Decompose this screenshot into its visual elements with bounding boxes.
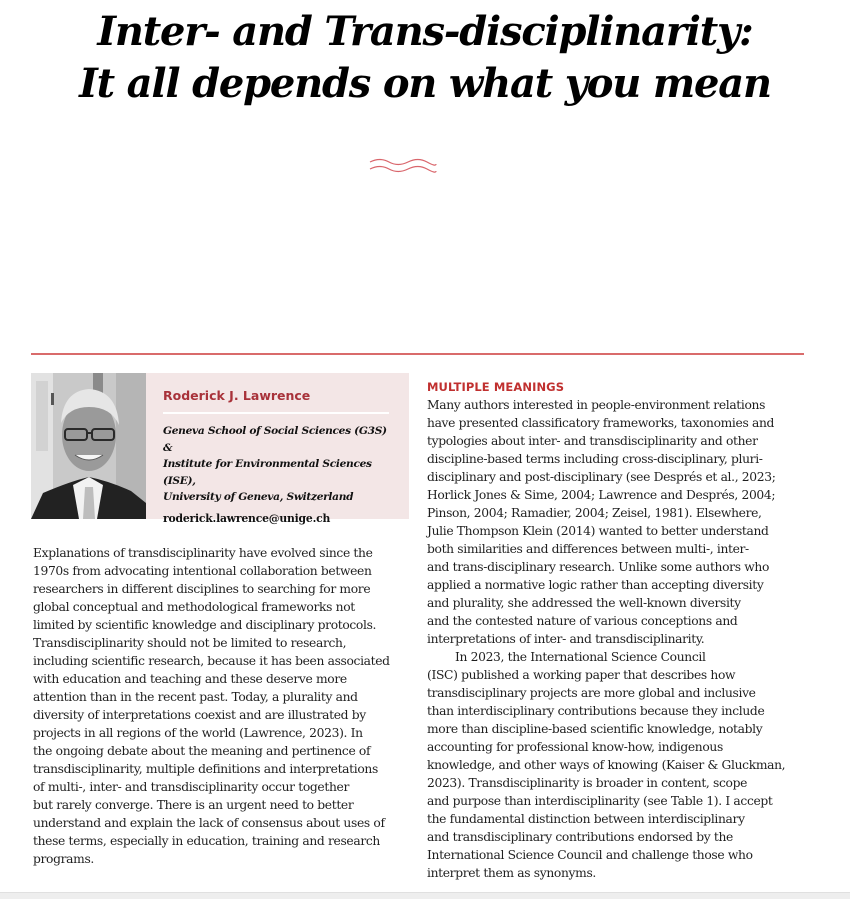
text-line: have presented classificatory frameworks, taxonomies and	[427, 416, 775, 430]
article-title	[0, 6, 850, 110]
affiliation-line: Institute for Environmental Sciences (ISE),	[163, 458, 372, 487]
author-affiliation	[163, 423, 395, 506]
text-line: (ISC) published a working paper that describes how	[427, 668, 736, 682]
text-line: transdisciplinary projects are more global and inclusive	[427, 686, 756, 700]
title-line-2: It all depends on what you mean	[79, 60, 771, 107]
paragraph-1	[427, 396, 812, 648]
text-line: Transdisciplinarity should not be limited to research,	[33, 636, 347, 650]
text-line: transdisciplinarity, multiple definitions and interpretations	[33, 762, 378, 776]
text-line: applied a normative logic rather than accepting diversity	[427, 578, 764, 592]
text-line: discipline-based terms including cross-disciplinary, pluri-	[427, 452, 763, 466]
text-line: In 2023, the International Science Council	[455, 650, 706, 664]
author-portrait-image	[31, 373, 146, 519]
text-line: projects in all regions of the world (Lawrence, 2023). In	[33, 726, 363, 740]
author-info	[163, 387, 395, 527]
text-line: researchers in different disciplines to searching for more	[33, 582, 371, 596]
text-line: but rarely converge. There is an urgent need to better	[33, 798, 354, 812]
wave-divider-icon	[368, 157, 438, 177]
text-line: and trans-disciplinary research. Unlike some authors who	[427, 560, 770, 574]
text-line: accounting for professional know-how, indigenous	[427, 740, 723, 754]
text-line: the fundamental distinction between interdisciplinary	[427, 812, 745, 826]
intro-column	[33, 544, 413, 868]
text-line: knowledge, and other ways of knowing (Kaiser & Gluckman,	[427, 758, 786, 772]
text-line: both similarities and differences between multi-, inter-	[427, 542, 749, 556]
text-line: interpret them as synonyms.	[427, 866, 596, 880]
affiliation-line: Geneva School of Social Sciences (G3S) &	[163, 425, 387, 454]
text-line: and transdisciplinary contributions endorsed by the	[427, 830, 733, 844]
text-line: interpretations of inter- and transdisciplinarity.	[427, 632, 705, 646]
text-line: understand and explain the lack of consensus about uses of	[33, 816, 385, 830]
text-line: global conceptual and methodological frameworks not	[33, 600, 355, 614]
text-line: disciplinary and post-disciplinary (see Després et al., 2023;	[427, 470, 776, 484]
text-line: Pinson, 2004; Ramadier, 2004; Zeisel, 1981). Elsewhere,	[427, 506, 762, 520]
text-line: and the contested nature of various conceptions and	[427, 614, 738, 628]
text-line: and purpose than interdisciplinarity (see Table 1). I accept	[427, 794, 773, 808]
affiliation-line: University of Geneva, Switzerland	[163, 491, 354, 503]
author-divider	[163, 412, 389, 414]
section-heading: MULTIPLE MEANINGS	[427, 380, 565, 394]
text-line: including scientific research, because it has been associated	[33, 654, 390, 668]
text-line: more than discipline-based scientific knowledge, notably	[427, 722, 763, 736]
text-line: 2023). Transdisciplinarity is broader in content, scope	[427, 776, 748, 790]
author-photo	[31, 373, 146, 519]
text-line: Julie Thompson Klein (2014) wanted to better understand	[427, 524, 769, 538]
text-line: Many authors interested in people-environment relations	[427, 398, 766, 412]
author-name: Roderick J. Lawrence	[163, 388, 311, 403]
text-line: the ongoing debate about the meaning and pertinence of	[33, 744, 371, 758]
text-line: limited by scientific knowledge and disciplinary protocols.	[33, 618, 377, 632]
multiple-meanings-column	[427, 380, 812, 882]
text-line: Horlick Jones & Sime, 2004; Lawrence and Després, 2004;	[427, 488, 776, 502]
text-line: and plurality, she addressed the well-known diversity	[427, 596, 741, 610]
text-line: diversity of interpretations coexist and are illustrated by	[33, 708, 366, 722]
text-line: with education and teaching and these deserve more	[33, 672, 347, 686]
text-line: Explanations of transdisciplinarity have evolved since the	[33, 546, 373, 560]
title-line-1: Inter- and Trans-disciplinarity:	[97, 8, 753, 55]
intro-paragraph	[33, 544, 413, 868]
text-line: these terms, especially in education, training and research	[33, 834, 380, 848]
author-card	[31, 373, 409, 525]
text-line: typologies about inter- and transdisciplinarity and other	[427, 434, 758, 448]
text-line: of multi-, inter- and transdisciplinarity occur together	[33, 780, 349, 794]
section-rule	[31, 353, 804, 355]
author-email-link[interactable]: roderick.lawrence@unige.ch	[163, 511, 331, 525]
paragraph-2	[427, 648, 812, 882]
text-line: programs.	[33, 852, 94, 866]
text-line: 1970s from advocating intentional collaboration between	[33, 564, 372, 578]
text-line: International Science Council and challenge those who	[427, 848, 753, 862]
text-line: than interdisciplinary contributions because they include	[427, 704, 765, 718]
text-line: attention than in the recent past. Today, a plurality and	[33, 690, 358, 704]
